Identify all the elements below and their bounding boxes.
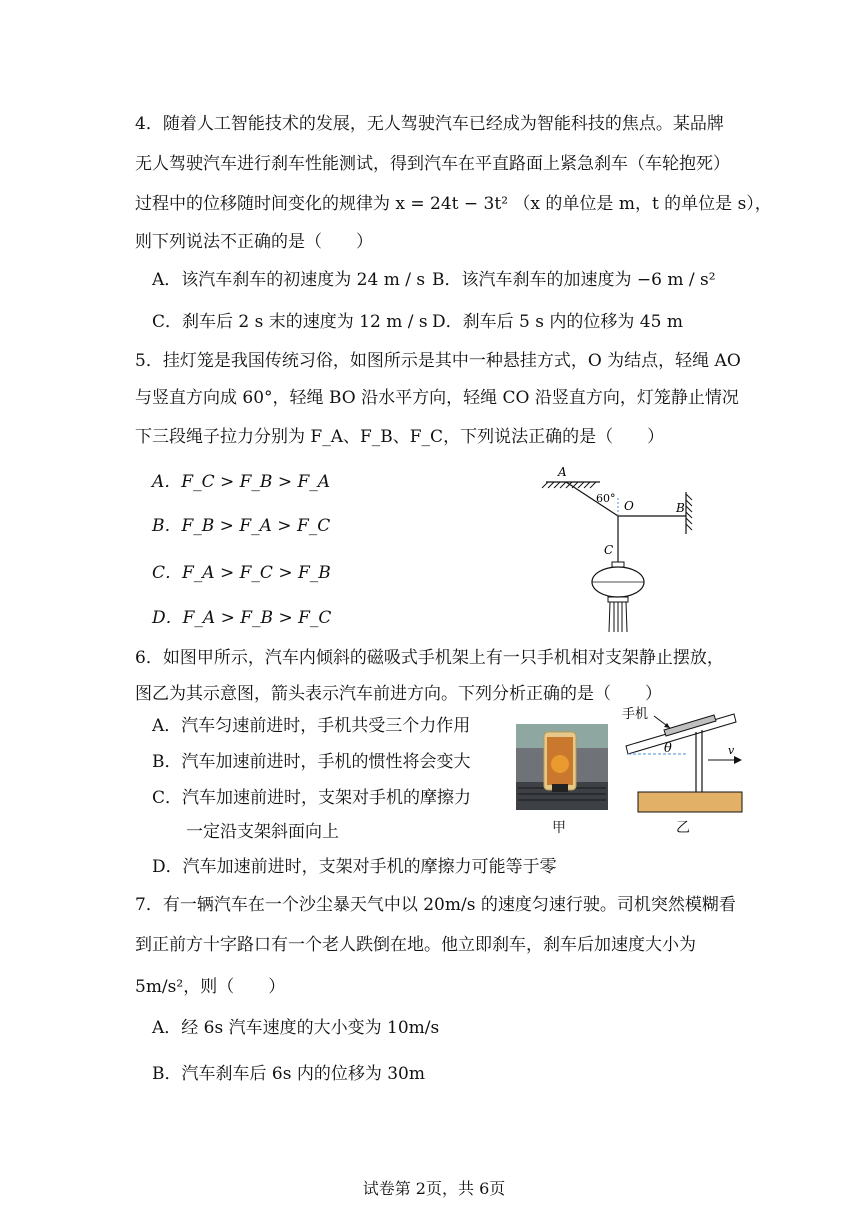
q4-line-1: 4．随着人工智能技术的发展，无人驾驶汽车已经成为智能科技的焦点。某品牌 <box>135 114 724 134</box>
q5-option-d: D．F_A > F_B > F_C <box>152 608 332 628</box>
q5-line-3: 下三段绳子拉力分别为 F_A、F_B、F_C，下列说法正确的是（ ） <box>135 427 665 447</box>
q5-option-c: C．F_A > F_C > F_B <box>152 563 331 583</box>
lantern-label-c: C <box>604 543 614 557</box>
q7-option-b: B．汽车刹车后 6s 内的位移为 30m <box>152 1064 425 1084</box>
figure-caption-yi: 乙 <box>676 820 690 836</box>
lantern-angle-label: 60° <box>596 492 616 505</box>
q5-option-a: A．F_C > F_B > F_A <box>152 472 331 492</box>
q6-option-c-line-1: C．汽车加速前进时，支架对手机的摩擦力 <box>152 788 472 808</box>
q4-line-2: 无人驾驶汽车进行刹车性能测试，得到汽车在平直路面上紧急刹车（车轮抱死） <box>135 154 730 174</box>
q6-option-a: A．汽车匀速前进时，手机共受三个力作用 <box>152 716 471 736</box>
q7-option-a: A．经 6s 汽车速度的大小变为 10m/s <box>152 1018 440 1038</box>
q4-line-4: 则下列说法不正确的是（ ） <box>135 232 373 252</box>
lantern-figure <box>538 462 718 642</box>
q4-option-d: D．刹车后 5 s 内的位移为 45 m <box>432 312 683 332</box>
q5-line-2: 与竖直方向成 60°，轻绳 BO 沿水平方向，轻绳 CO 沿竖直方向，灯笼静止情况 <box>135 388 739 408</box>
lantern-label-a: A <box>558 465 567 479</box>
q5-line-1: 5．挂灯笼是我国传统习俗，如图所示是其中一种悬挂方式，O 为结点，轻绳 AO <box>135 351 741 371</box>
q6-option-b: B．汽车加速前进时，手机的惯性将会变大 <box>152 752 471 772</box>
q6-option-c-line-2: 一定沿支架斜面向上 <box>186 822 339 842</box>
q5-option-b: B．F_B > F_A > F_C <box>152 516 331 536</box>
q7-line-2: 到正前方十字路口有一个老人跌倒在地。他立即刹车，刹车后加速度大小为 <box>135 935 696 955</box>
phone-holder-diagram <box>618 702 748 814</box>
q4-option-c: C．刹车后 2 s 末的速度为 12 m / s <box>152 312 428 332</box>
theta-label: θ <box>664 741 672 756</box>
velocity-label: v <box>728 744 735 757</box>
figure-caption-jia: 甲 <box>552 820 566 836</box>
q4-option-b: B．该汽车刹车的加速度为 −6 m / s² <box>432 270 716 290</box>
q7-line-3: 5m/s²，则（ ） <box>135 977 286 997</box>
lantern-label-b: B <box>676 501 685 515</box>
q7-line-1: 7．有一辆汽车在一个沙尘暴天气中以 20m/s 的速度匀速行驶。司机突然模糊看 <box>135 895 736 915</box>
page-footer: 试卷第 2页，共 6页 <box>362 1179 506 1198</box>
q6-line-2: 图乙为其示意图，箭头表示汽车前进方向。下列分析正确的是（ ） <box>135 684 662 704</box>
q6-option-d: D．汽车加速前进时，支架对手机的摩擦力可能等于零 <box>152 857 557 877</box>
phone-holder-photo <box>516 724 608 810</box>
lantern-label-o: O <box>624 499 634 513</box>
q6-line-1: 6．如图甲所示，汽车内倾斜的磁吸式手机架上有一只手机相对支架静止摆放， <box>135 648 724 668</box>
q4-line-3: 过程中的位移随时间变化的规律为 x = 24t − 3t² （x 的单位是 m，t 的单位是 s）， <box>135 194 772 214</box>
q4-option-a: A．该汽车刹车的初速度为 24 m / s <box>152 270 426 290</box>
phone-label: 手机 <box>622 707 649 722</box>
